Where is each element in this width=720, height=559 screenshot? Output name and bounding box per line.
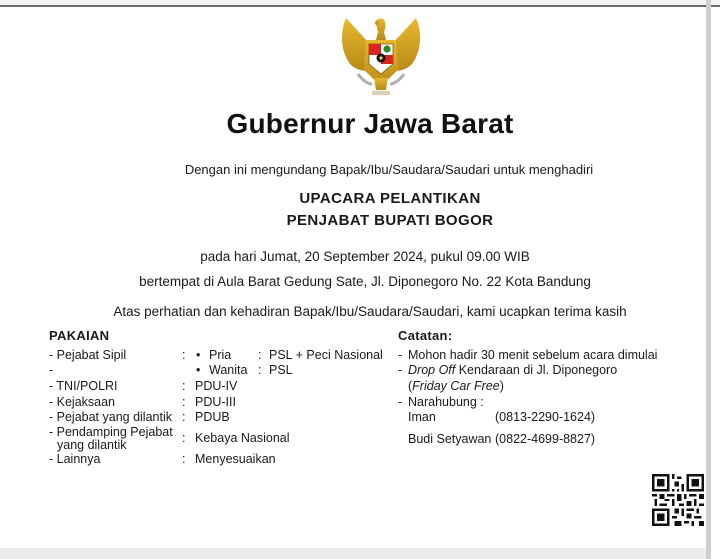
note-italic: Drop Off [408,363,456,377]
dress-row-colon: : [182,348,186,362]
dress-row-label: - Lainnya [49,452,101,466]
contact-phone[interactable]: (0822-4699-8827) [495,432,596,446]
sub-value-pria: PSL + Peci Nasional [269,348,383,362]
dress-row-label: - Pejabat Sipil [49,348,127,362]
contact-phone[interactable]: (0813-2290-1624) [495,410,596,424]
dress-row-colon: : [182,452,186,466]
note-text-rest: Kendaraan di Jl. Diponegoro [455,363,618,377]
qr-code-icon[interactable] [652,474,704,526]
dress-row-colon: : [182,410,186,424]
event-title-line-1: UPACARA PELANTIKAN [299,190,481,207]
notes-heading: Catatan: [398,328,453,343]
bottom-edge [0,548,706,559]
note-italic: Friday Car Free [412,379,500,393]
sub-colon: : [258,363,262,377]
dress-row-label: - Pejabat yang dilantik [49,410,172,424]
garuda-emblem-icon [336,14,426,100]
dress-row-value: Menyesuaikan [195,452,276,466]
dress-row-label: - TNI/POLRI [49,379,118,393]
dress-row-colon: : [182,379,186,393]
note-dash: - [398,348,403,362]
note-dash: - [398,363,403,377]
note-text: Mohon hadir 30 menit sebelum acara dimulai [408,348,658,362]
event-date: pada hari Jumat, 20 September 2024, pukul 09.00 WIB [200,249,530,264]
spacer-dash: - [49,363,54,377]
bullet: • [196,348,201,362]
paren-close: ) [499,379,504,393]
sub-colon: : [258,348,262,362]
invitation-intro: Dengan ini mengundang Bapak/Ibu/Saudara/Saudari untuk menghadiri [184,162,594,177]
dress-row-value: PDUB [195,410,230,424]
bullet: • [196,363,201,377]
dress-code-heading: PAKAIAN [49,328,110,343]
dress-row-label-line2: yang dilantik [57,438,127,452]
page-title: Gubernur Jawa Barat [226,108,514,139]
dress-row-value: PDU-IV [195,379,238,393]
dress-row-colon: : [182,395,186,409]
note-text-line2 [408,379,504,393]
sub-label-wanita: Wanita [209,363,248,377]
dress-row-label: - Pendamping Pejabat [49,425,173,439]
note-dash: - [398,395,403,409]
top-border-line [0,5,720,7]
dress-row-colon: : [182,431,186,445]
sub-label-pria: Pria [209,348,232,362]
event-location: bertempat di Aula Barat Gedung Sate, Jl. Diponegoro No. 22 Kota Bandung [139,274,591,289]
dress-row-value: Kebaya Nasional [195,431,290,445]
sub-value-wanita: PSL [269,363,293,377]
contact-name: Iman [408,410,436,424]
paren-open: ( [408,379,413,393]
dress-row-value: PDU-III [195,395,236,409]
note-text: Narahubung : [408,395,484,409]
contact-name: Budi Setyawan [408,432,492,446]
event-title-line-2: PENJABAT BUPATI BOGOR [286,212,494,229]
dress-row-label: - Kejaksaan [49,395,116,409]
thanks-line: Atas perhatian dan kehadiran Bapak/Ibu/Saudara/Saudari, kami ucapkan terima kasih [113,304,627,319]
note-text [408,363,617,377]
